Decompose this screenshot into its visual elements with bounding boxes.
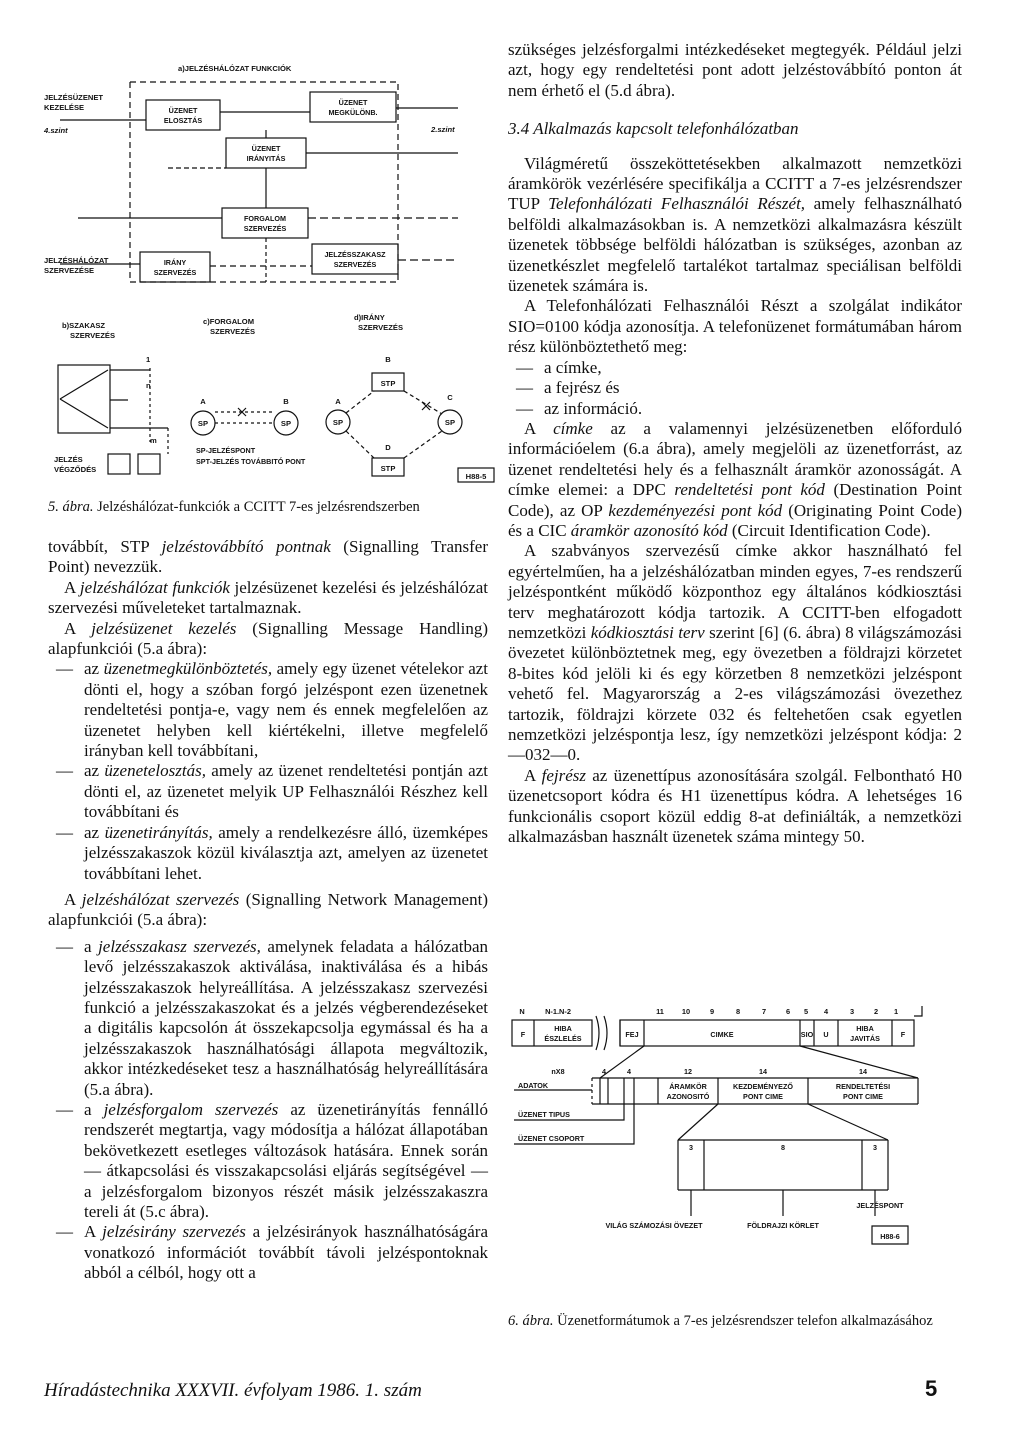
fig5-box-forgalom-2: SZERVEZÉS xyxy=(243,224,287,233)
list-item: — a jelzésforgalom szervezés az üzenetirányítás fennálló rendszerét megtartja, vagy módosítja a hálózat állapotában bekövetkezett esetleges változások hatására. Ennek során — átkapcsolási és visszakapcsolási eljárás segítségével — a jelzésforgalom bizonyos részét másik jelzésszakaszra tereli át (5.c ábra). xyxy=(56,1099,489,1221)
fig6-mid-12: 12 xyxy=(684,1067,692,1076)
fig5-b-term-1 xyxy=(108,454,130,474)
fig6-uz-csoport: ÜZENET CSOPORT xyxy=(518,1134,585,1143)
list-item: — az üzenetirányítás, amely a rendelkezésre álló, üzemképes jelzésszakaszok közül kiválasztja azt, amelyen az üzenetet továbbítani lehet. xyxy=(56,822,488,883)
fig5-d-label-d: D xyxy=(385,443,391,452)
figure-6-diagram xyxy=(508,1004,928,1304)
footer-journal: Híradástechnika XXXVII. évfolyam 1986. 1. szám xyxy=(44,1380,422,1401)
fig5-d-label-a: A xyxy=(335,397,341,406)
fig6-top-3: 3 xyxy=(849,1007,855,1016)
fig6-mid-14a: 14 xyxy=(759,1067,767,1076)
fig5-box-megkulon-1: ÜZENET xyxy=(338,98,368,107)
fig6-top-9: 9 xyxy=(709,1007,715,1016)
fig5-box-megkulon-2: MEGKÜLÖNB. xyxy=(328,108,378,117)
left-p3: A jelzésüzenet kezelés (Signalling Message Handling) alapfunkciói (5.a ábra): xyxy=(48,618,489,659)
left-column xyxy=(48,537,488,1284)
fig5-box-szakasz xyxy=(312,244,398,274)
fig5-caption-text: Jelzéshálózat-funkciók a CCITT 7-es jelzésrendszerben xyxy=(93,499,420,515)
right-p2: A Telefonhálózati Felhasználói Részt a szolgálat indikátor SIO=0100 kódja azonosítja. A telefonüzenet formátumában három rész különböztethető meg: xyxy=(508,296,962,357)
fig5-b-switch xyxy=(58,365,110,433)
fig6-top-1: 1 xyxy=(893,1007,899,1016)
fig5-b-jelzes-2: VÉGZŐDÉS xyxy=(54,465,97,474)
fig6-uz-tipus: ÜZENET TIPUS xyxy=(518,1110,570,1119)
fig6-top-10: 10 xyxy=(681,1007,691,1016)
fig6-top-5: 5 xyxy=(803,1007,809,1016)
fig5-b-label-1: 1 xyxy=(146,355,151,364)
figure-5-caption xyxy=(48,498,498,516)
fig5-label-kezelese-2: KEZELÉSE xyxy=(44,103,85,112)
right-column xyxy=(508,40,962,847)
fig6-top-8: 8 xyxy=(735,1007,741,1016)
fig6-sio: SIO xyxy=(800,1030,814,1039)
fig5-box-elosztas-1: ÜZENET xyxy=(168,106,198,115)
section-heading: 3.4 Alkalmazás kapcsolt telefonhálózatban xyxy=(508,119,799,139)
left-p2: A jelzéshálózat funkciók jelzésüzenet kezelési és jelzéshálózat szervezési műveleteket tartalmaznak. xyxy=(48,577,488,618)
fig5-box-szakasz-1: JELZÉSSZAKASZ xyxy=(324,250,386,259)
left-p1: továbbít, STP jelzéstovábbító pontnak (Signalling Transfer Point) nevezzük. xyxy=(48,537,488,577)
fig5-box-forgalom xyxy=(222,208,308,238)
fig6-adatok: ADATOK xyxy=(518,1081,549,1090)
list-item: — A jelzésirány szervezés a jelzésirányok használhatóságára vonatkozó információt továbbít távoli jelzéspontoknak abból a célból, hogy ott a xyxy=(56,1222,488,1283)
fig5-box-irany-1: IRÁNY xyxy=(163,258,187,267)
fig6-f-left: F xyxy=(520,1030,526,1039)
fig5-box-iranyitas-1: ÜZENET xyxy=(251,144,281,153)
fig6-vilag: VILÁG SZÁMOZÁSI ÖVEZET xyxy=(605,1221,703,1230)
fig6-jelzespont: JELZÉSPONT xyxy=(856,1201,904,1210)
fig5-label-halozat-2: SZERVEZÉSE xyxy=(44,266,95,275)
fig5-box-iranyitas xyxy=(226,138,306,168)
list-item: — az üzenetmegkülönböztetés, amely egy üzenet vételekor azt dönti el, hogy a szóban forgó jelzéspont ezen üzenetnek rendeltetési pontja-e, vagy nem és ennek megfelelően az üzenetet helyben kell kiértékelni, illetve megfelelő irányban kell továbbítani, xyxy=(56,659,489,761)
fig5-label-4szint: 4.szint xyxy=(44,126,68,135)
fig5-b-jelzes-1: JELZÉS xyxy=(54,455,83,464)
list-item: — a jelzésszakasz szervezés, amelynek feladata a hálózatban levő jelzésszakaszok aktiválása, inaktiválása és a hibás jelzésszakaszok helyreállítása. A jelzésszakasz szervezési funkció a jelzésszakaszokat és a jelzés végberendezéseket a digitális kapcsolón át összekapcsolja egymással és ha a jelzésszakaszok használhatósági állapota megváltozik, akkor intézkedéseket tesz a használhatóság helyreállítására (5.a ábra). xyxy=(56,936,489,1099)
fig6-top-n: N xyxy=(519,1007,525,1016)
fig6-cimke: CIMKE xyxy=(710,1030,734,1039)
fig6-kezd-2: PONT CIME xyxy=(743,1092,783,1101)
fig6-mid-4b: 4 xyxy=(627,1067,631,1076)
fig5-section-b-1: b)SZAKASZ xyxy=(62,321,106,330)
fig5-b-label-n: n xyxy=(146,381,151,390)
fig5-c-label-a: A xyxy=(200,397,206,406)
figure-6-caption xyxy=(508,1312,962,1330)
fig6-aramkor-2: AZONOSITÓ xyxy=(666,1092,710,1101)
fig5-section-c-2: SZERVEZÉS xyxy=(210,327,256,336)
fig6-caption-label: 6. ábra. xyxy=(508,1313,554,1329)
fig5-legend-stp: SPT-JELZÉS TOVÁBBITÓ PONT xyxy=(196,457,306,466)
fig5-section-a-title: a)JELZÉSHÁLÓZAT FUNKCIÓK xyxy=(178,64,292,73)
fig6-foldrajzi: FÖLDRAJZI KÖRLET xyxy=(747,1221,819,1230)
fig5-box-elosztas xyxy=(146,100,220,130)
fig5-label-2szint: 2.szint xyxy=(431,125,455,134)
fig6-top-4: 4 xyxy=(823,1007,829,1016)
fig6-figure-id: H88-6 xyxy=(880,1232,900,1241)
fig5-label-kezelese: JELZÉSÜZENET xyxy=(44,93,104,102)
fig5-box-megkulon xyxy=(310,92,396,122)
list-item: — az információ. xyxy=(516,398,643,418)
fig5-box-szakasz-2: SZERVEZÉS xyxy=(333,260,377,269)
fig5-c-sp-b: SP xyxy=(280,419,292,428)
fig6-bot-3b: 3 xyxy=(873,1143,877,1152)
fig6-bot-3a: 3 xyxy=(689,1143,693,1152)
left-p4: A jelzéshálózat szervezés (Signalling Network Management) alapfunkciói (5.a ábra): xyxy=(48,889,488,930)
fig5-legend-sp: SP-JELZÉSPONT xyxy=(196,446,256,455)
fig6-top-11: 11 xyxy=(656,1007,664,1016)
fig5-box-iranyitas-2: IRÁNYITÁS xyxy=(246,154,286,163)
fig5-d-label-b: B xyxy=(385,355,391,364)
fig6-rend-2: PONT CIME xyxy=(843,1092,883,1101)
fig5-d-stp-top-label: STP xyxy=(380,379,396,388)
fig5-section-d-2: SZERVEZÉS xyxy=(358,323,404,332)
fig6-aramkor-1: ÁRAMKÖR xyxy=(669,1082,707,1091)
left-list-1 xyxy=(48,659,488,883)
list-item: — a címke, xyxy=(516,357,602,377)
page-number: 5 xyxy=(925,1376,938,1401)
fig5-d-stp-bot-label: STP xyxy=(380,464,396,473)
fig5-d-sp-a: SP xyxy=(332,418,344,427)
fig6-rend-1: RENDELTETÉSI xyxy=(835,1082,891,1091)
fig5-c-label-b: B xyxy=(283,397,289,406)
fig5-b-term-2 xyxy=(138,454,160,474)
fig6-hiba-e-1: HIBA xyxy=(554,1024,572,1033)
right-p1: Világméretű összeköttetésekben alkalmazott nemzetközi áramkörök vezérlésére specifikálja a CCITT a 7-es jelzésrendszer TUP Telefonhálózati Felhasználói Részét, amely felhasználható belföldi alkalmazásokban is. A nemzetközi alkalmazásra készült üzenetek többsége belföldi hálózatban is szükséges, azonban az üzenetkészlet megfelelő tartalékot tartalmaz speciálisan belföldi üzenetek számára is. xyxy=(508,153,962,296)
right-p0: szükséges jelzésforgalmi intézkedéseket megtegyék. Például jelzi azt, hogy egy rendeltetési pont adott jelzéstovábbító ponton át nem érhető el (5.d ábra). xyxy=(508,40,962,100)
fig6-hiba-j-1: HIBA xyxy=(856,1024,874,1033)
fig6-nx8: nX8 xyxy=(551,1067,565,1076)
fig5-section-d-1: d)IRÁNY xyxy=(354,313,385,322)
fig6-hiba-j-2: JAVITÁS xyxy=(850,1034,880,1043)
fig5-label-halozat-1: JELZÉSHÁLÓZAT xyxy=(44,256,109,265)
fig6-mid-4a: 4 xyxy=(602,1067,606,1076)
right-p3: A címke az a valamennyi jelzésüzenetben előforduló információelem (6.a ábra), amely megjelöli az üzenetforrást, az üzenet rendeltetési hely és a felhasznált áramkör azonosságát. A címke elemei: a DPC rendeltetési pont kód (Destination Point Code), az OP kezdeményezési pont kód (Originating Point Code) és a CIC áramkör azonosító kód (Circuit Identification Code). xyxy=(508,418,963,540)
fig6-hiba-e-2: ÉSZLELÉS xyxy=(544,1034,582,1043)
left-list-2 xyxy=(48,937,488,1284)
fig5-box-irany xyxy=(140,252,210,282)
right-p5: A fejrész az üzenettípus azonosítására szolgál. Felbontható H0 üzenetcsoport kódra és H1 üzenettípus kódra. A lehetséges 16 funkcionális csoport közül eddig 8-at definiálták, a nemzetközi alkalmazásban használt üzenetek száma mintegy 50. xyxy=(508,765,962,847)
fig5-box-forgalom-1: FORGALOM xyxy=(244,214,286,223)
fig5-caption-label: 5. ábra. xyxy=(48,499,94,515)
fig5-section-c-1: c)FORGALOM xyxy=(203,317,255,326)
fig5-section-b-2: SZERVEZÉS xyxy=(70,331,116,340)
fig6-top-n1n2: N-1.N-2 xyxy=(545,1007,571,1016)
fig6-caption-text: Üzenetformátumok a 7-es jelzésrendszer telefon alkalmazásához xyxy=(553,1313,933,1329)
fig5-box-irany-2: SZERVEZÉS xyxy=(153,268,197,277)
fig5-d-label-c: C xyxy=(447,393,453,402)
fig5-b-label-m: m xyxy=(150,436,157,445)
fig6-top-7: 7 xyxy=(761,1007,767,1016)
fig5-c-sp-a: SP xyxy=(197,419,209,428)
fig6-top-2: 2 xyxy=(873,1007,879,1016)
fig6-top-6: 6 xyxy=(785,1007,791,1016)
list-item: — az üzenetelosztás, amely az üzenet rendeltetési pontján azt dönti el, az üzenetet melyik UP Felhasználói Részhez kell továbbítani és xyxy=(56,761,488,822)
fig5-box-elosztas-2: ELOSZTÁS xyxy=(163,116,203,125)
figure-5-diagram xyxy=(38,50,508,505)
fig6-u: U xyxy=(823,1030,829,1039)
fig5-d-sp-c: SP xyxy=(444,418,456,427)
fig6-fej: FEJ xyxy=(625,1030,639,1039)
right-p4: A szabványos szervezésű címke akkor használható fel egyértelműen, ha a jelzéshálózatban minden egyes, 7-es rendszerű jelzéspontként működő központhoz egy általános kódkiosztási terv meghatározott kódja tartozik. A CCITT-ben elfogadott nemzetközi kódkiosztási terv szerint [6] (6. ábra) 8 világszámozási övezetet különböztetnek meg, egy övezetben a földrajzi körzetet 8-bites kód jelöli ki és egy körzetben 8 nemzetközi jelzéspont vehető fel. Magyarország a 2-es világszámozási övezethez tartozik, földrajzi körzete 032 és feltehetően csak egyetlen nemzetközi jelzéspontja lesz, így nemzetközi jelzéspont kódja: 2—032—0. xyxy=(508,541,962,765)
fig5-figure-id: H88-5 xyxy=(465,472,487,481)
fig6-mid-14b: 14 xyxy=(859,1067,867,1076)
right-list xyxy=(508,358,962,419)
list-item: — a fejrész és xyxy=(516,378,620,398)
fig6-f-right: F xyxy=(900,1030,906,1039)
fig6-bot-8: 8 xyxy=(781,1143,785,1152)
fig6-kezd-1: KEZDEMÉNYEZŐ xyxy=(733,1082,793,1091)
